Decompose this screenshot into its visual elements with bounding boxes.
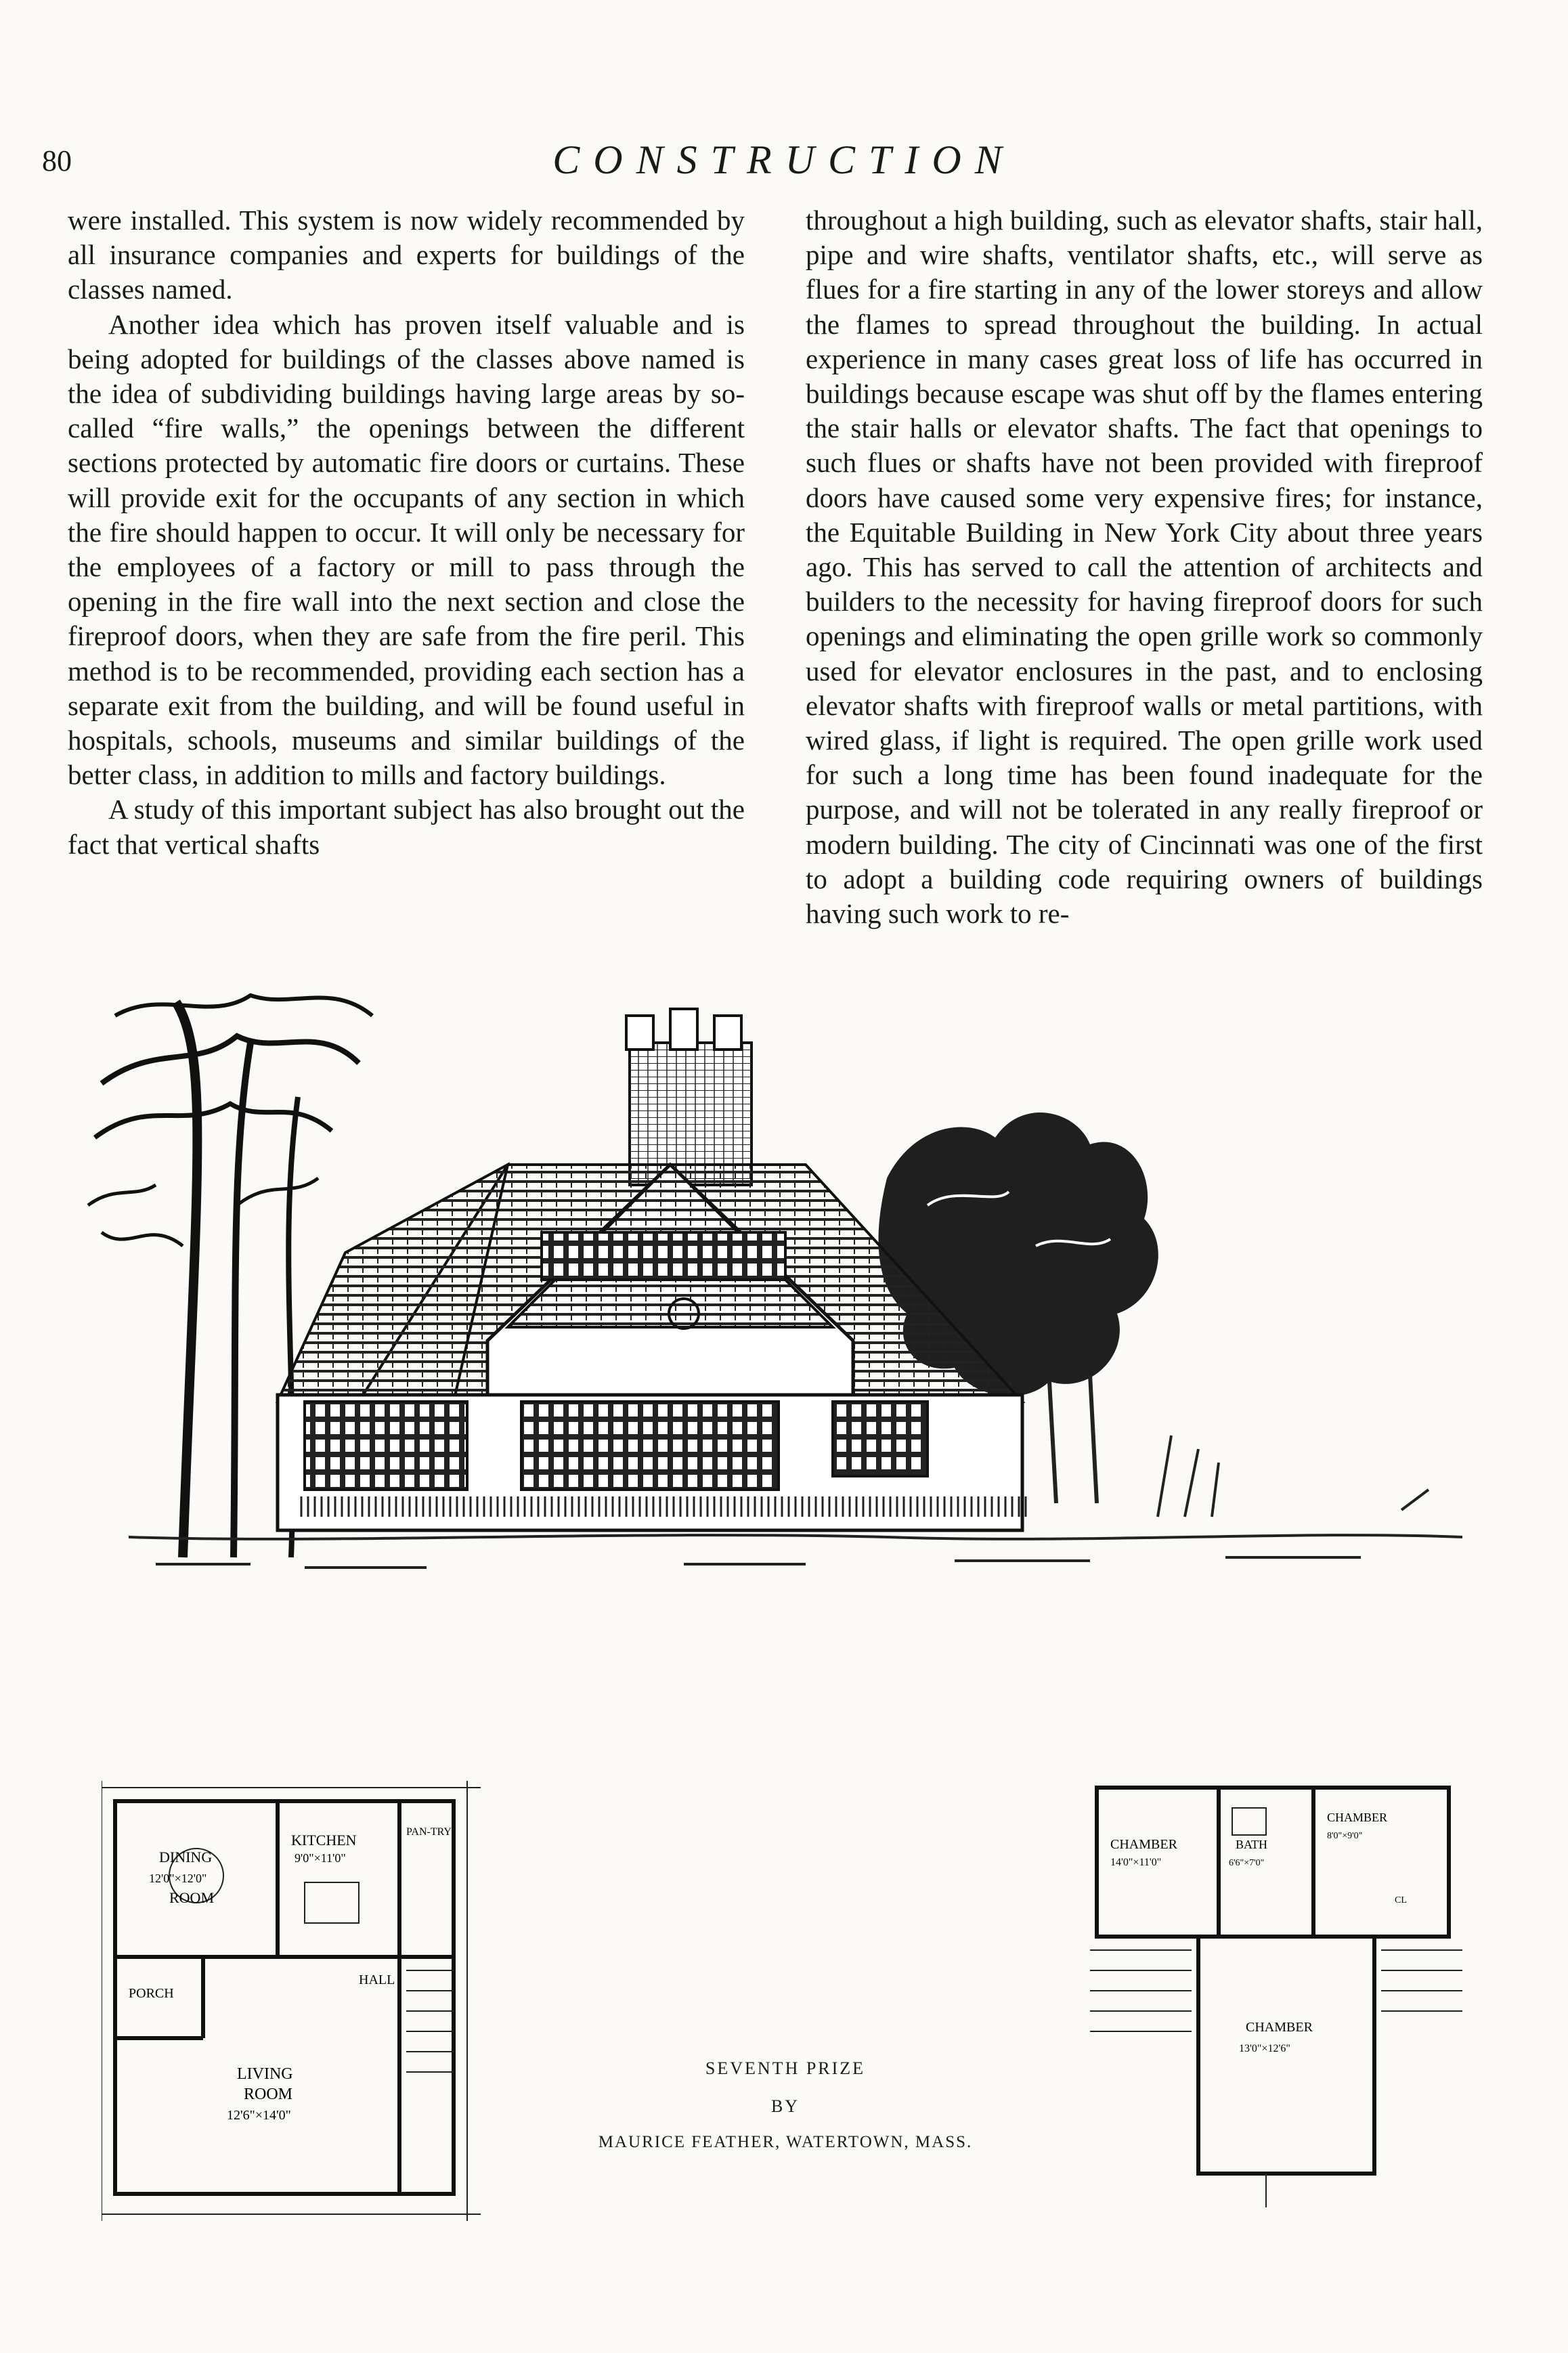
living-room-label: ROOM bbox=[244, 2086, 293, 2103]
dining-label: DINING bbox=[159, 1849, 213, 1865]
chamber1-label: CHAMBER bbox=[1110, 1837, 1177, 1852]
article-right-column bbox=[806, 203, 1483, 931]
caption-author: MAURICE FEATHER, WATERTOWN, MASS. bbox=[598, 2133, 973, 2151]
kitchen-label: KITCHEN bbox=[291, 1832, 357, 1849]
chamber3-label: CHAMBER bbox=[1246, 2020, 1313, 2035]
caption-by: BY bbox=[770, 2096, 800, 2116]
chimneys bbox=[626, 1009, 752, 1185]
paragraph: throughout a high building, such as elevator shafts, stair hall, pipe and wire shafts, ventilator shafts, etc., will serve as flues for a fire starting in any of the lower storeys and allow the flames to spread throughout the building. In actual experience in many cases great loss of life has occurred in buildings because escape was shut off by the flames entering the stair halls or elevator shafts. The fact that openings to such flues or shafts have not been provided with fireproof doors have caused some very expensive fires; for instance, the Equitable Building in New York City about three years ago. This has served to call the attention of architects and builders to the necessity for having fireproof doors for such openings and eliminating the open grille work so commonly used for elevator enclosures in the past, and to enclosing elevator shafts with fireproof walls or metal partitions, with wired glass, if light is required. The open grille work used for such a long time has been found inadequate for the purpose, and will not be tolerated in any really fireproof or modern building. The city of Cincinnati was one of the first to adopt a building code requiring owners of buildings having such work to re- bbox=[806, 204, 1483, 930]
chamber3-size: 13'0"×12'6" bbox=[1239, 2043, 1290, 2054]
house-walls bbox=[278, 1395, 1029, 1530]
page-number: 80 bbox=[42, 144, 72, 177]
paragraph: were installed. This system is now widely recommended by all insurance companies and experts for buildings of the classes named. bbox=[68, 204, 745, 305]
first-floor-plan bbox=[102, 1781, 481, 2221]
chamber2-label: CHAMBER bbox=[1327, 1811, 1388, 1824]
pantry-label: PAN-TRY bbox=[406, 1826, 452, 1838]
running-head: CONSTRUCTION bbox=[552, 137, 1016, 182]
paragraph: A study of this important subject has also brought out the fact that vertical shafts bbox=[68, 794, 745, 860]
chamber2-size: 8'0"×9'0" bbox=[1327, 1831, 1363, 1841]
caption-prize: SEVENTH PRIZE bbox=[705, 2058, 866, 2078]
closet-label: CL bbox=[1395, 1895, 1407, 1905]
chamber1-size: 14'0"×11'0" bbox=[1110, 1857, 1162, 1868]
kitchen-size: 9'0"×11'0" bbox=[295, 1851, 346, 1865]
house-illustration bbox=[74, 962, 1496, 1584]
paragraph: Another idea which has proven itself valuable and is being adopted for buildings of the classes above named is the idea of subdividing buildings having large areas by so-called “fire walls,” the openings between the different sections protected by automatic fire doors or curtains. These will provide exit for the occupants of any section in which the fire should happen to occur. It will only be necessary for the employees of a factory or mill to pass through the opening in the fire wall into the next section and close the fireproof doors, when they are safe from the fire peril. This method is to be recommended, providing each section has a separate exit from the building, and will be found useful in hospitals, schools, museums and similar buildings of the better class, in addition to mills and factory buildings. bbox=[68, 308, 745, 791]
dining-size: 12'0"×12'0" bbox=[149, 1872, 207, 1885]
dining-room-label: ROOM bbox=[169, 1889, 215, 1906]
living-size: 12'6"×14'0" bbox=[227, 2108, 291, 2123]
second-floor-plan bbox=[1083, 1767, 1462, 2207]
bath-size: 6'6"×7'0" bbox=[1229, 1858, 1265, 1868]
porch-label: PORCH bbox=[129, 1986, 174, 2001]
bath-label: BATH bbox=[1236, 1838, 1268, 1851]
article-left-column bbox=[68, 203, 745, 862]
living-label: LIVING bbox=[237, 2065, 293, 2083]
hall-label: HALL bbox=[359, 1972, 395, 1987]
